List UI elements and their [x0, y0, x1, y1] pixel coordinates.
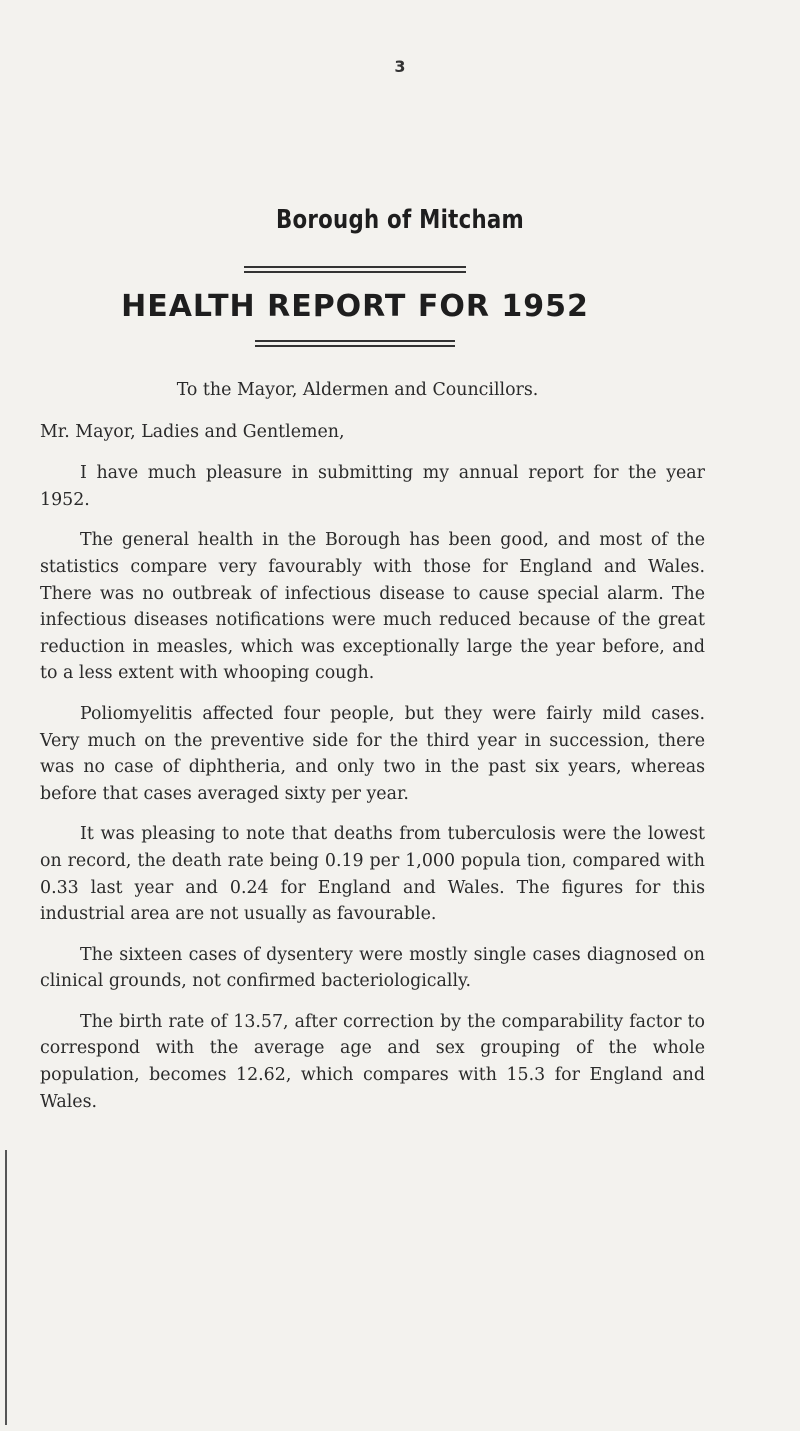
page-number: 3 — [394, 57, 406, 76]
title-rule-bottom-2 — [255, 345, 455, 347]
paragraph-tuberculosis: It was pleasing to note that deaths from tuberculosis were the lowest on record, the death rate being 0.19 per 1,000 popula tion, compared with 0.33 last year and 0.24 for England and Wales. The figures for this industrial area are not usually as favourable. — [40, 824, 705, 925]
paragraph-birth-rate: The birth rate of 13.57, after correction by the comparability factor to correspond with the average age and sex grouping of the whole population, becomes 12.62, which compares with 15.3 for England and Wales. — [40, 1011, 705, 1112]
report-title: HEALTH REPORT FOR 1952 — [121, 289, 589, 324]
title-rule-top-1 — [244, 266, 466, 268]
paragraph-dysentery: The sixteen cases of dysentery were mostly single cases diagnosed on clinical grounds, not confirmed bacteriologically. — [40, 944, 705, 992]
title-rule-bottom-1 — [255, 340, 455, 342]
salutation: Mr. Mayor, Ladies and Gentlemen, — [40, 421, 345, 442]
address-line: To the Mayor, Aldermen and Councillors. — [176, 380, 539, 400]
paragraph-intro: I have much pleasure in submitting my annual report for the year 1952. — [40, 463, 705, 510]
paragraph-general-health: The general health in the Borough has been good, and most of the statistics compare very favourably with those for England and Wales. There was no outbreak of infectious disease to cause special alarm. The infectious diseases notifications were much reduced because of the great reduction in measles, which was exceptionally large the year before, and to a less extent with whooping cough. — [40, 530, 705, 684]
title-rule-top-2 — [244, 271, 466, 273]
paragraph-poliomyelitis: Poliomyelitis affected four people, but they were fairly mild cases. Very much on the preventive side for the third year in succession, there was no case of diphtheria, and only two in the past six years, whereas before that cases averaged sixty per year. — [40, 703, 705, 804]
report-body — [40, 377, 705, 1129]
page-edge-mark — [5, 1150, 7, 1425]
borough-title: Borough of Mitcham — [275, 205, 524, 235]
